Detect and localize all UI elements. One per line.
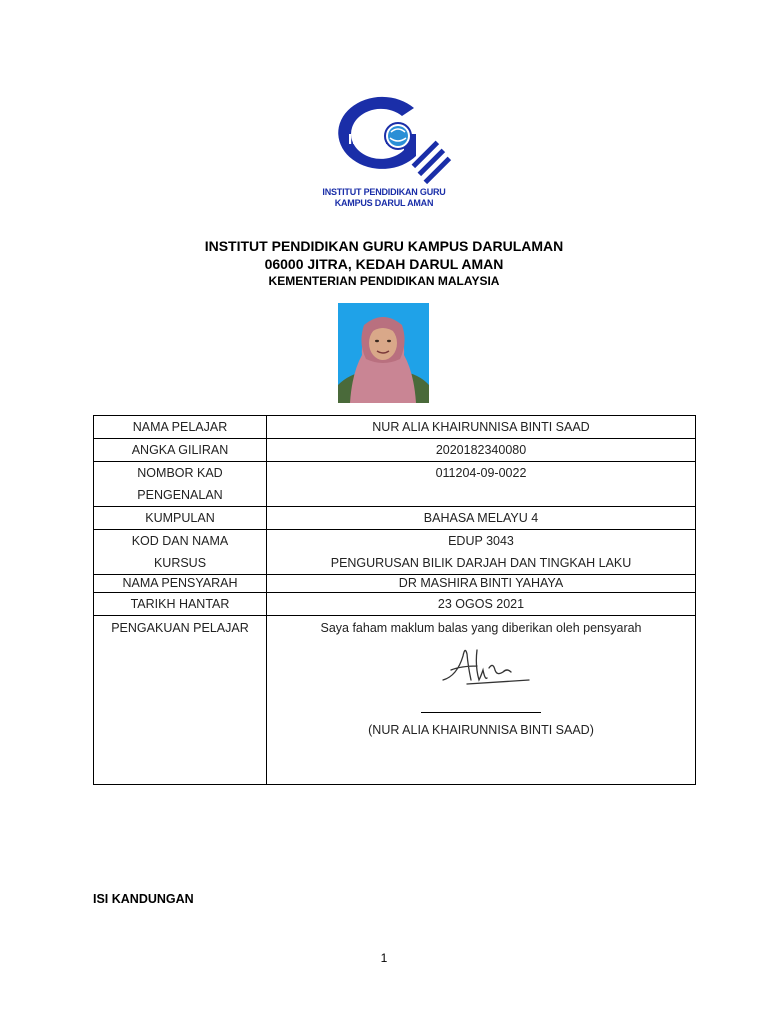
label-angka-giliran: ANGKA GILIRAN [94, 439, 267, 462]
logo-text-line1: INSTITUT PENDIDIKAN GURU [322, 187, 446, 197]
ministry-name: KEMENTERIAN PENDIDIKAN MALAYSIA [268, 274, 500, 288]
table-row [94, 439, 696, 462]
student-photo [338, 303, 429, 403]
declaration-statement: Saya faham maklum balas yang diberikan oleh pensyarah [320, 621, 642, 635]
value-nombor-kad: 011204-09-0022 [267, 462, 696, 507]
page-number: 1 [380, 951, 388, 965]
svg-text:IPG: IPG [348, 131, 374, 148]
institution-name: INSTITUT PENDIDIKAN GURU KAMPUS DARULAMAN [204, 238, 564, 254]
label-pengakuan: PENGAKUAN PELAJAR [94, 616, 267, 785]
label-kod-kursus: KOD DAN NAMA KURSUS [94, 530, 267, 575]
student-photo-icon [338, 303, 429, 403]
table-of-contents-heading: ISI KANDUNGAN [93, 892, 194, 906]
label-tarikh-hantar: TARIKH HANTAR [94, 593, 267, 616]
table-row [94, 462, 696, 507]
student-info-table [93, 415, 696, 785]
table-row [94, 616, 696, 785]
value-tarikh-hantar: 23 OGOS 2021 [267, 593, 696, 616]
value-kumpulan: BAHASA MELAYU 4 [267, 507, 696, 530]
value-kod-kursus [267, 530, 696, 575]
value-angka-giliran: 2020182340080 [267, 439, 696, 462]
signature-line [421, 712, 541, 713]
signatory-name: (NUR ALIA KHAIRUNNISA BINTI SAAD) [368, 723, 594, 737]
table-row [94, 593, 696, 616]
label-nombor-kad: NOMBOR KAD PENGENALAN [94, 462, 267, 507]
value-nama-pelajar: NUR ALIA KHAIRUNNISA BINTI SAAD [267, 416, 696, 439]
course-name: PENGURUSAN BILIK DARJAH DAN TINGKAH LAKU [330, 556, 632, 570]
table-row [94, 530, 696, 575]
course-code: EDUP 3043 [448, 534, 514, 548]
table-row [94, 507, 696, 530]
logo-text-line2: KAMPUS DARUL AMAN [334, 198, 434, 208]
declaration-cell [267, 616, 696, 785]
value-nama-pensyarah: DR MASHIRA BINTI YAHAYA [267, 575, 696, 593]
institution-logo [312, 86, 456, 216]
table-row [94, 416, 696, 439]
signature-icon [437, 636, 537, 692]
table-row [94, 575, 696, 593]
label-kumpulan: KUMPULAN [94, 507, 267, 530]
label-nama-pensyarah: NAMA PENSYARAH [94, 575, 267, 593]
ipg-logo-icon [312, 86, 456, 186]
label-nama-pelajar: NAMA PELAJAR [94, 416, 267, 439]
institution-address: 06000 JITRA, KEDAH DARUL AMAN [264, 256, 504, 272]
